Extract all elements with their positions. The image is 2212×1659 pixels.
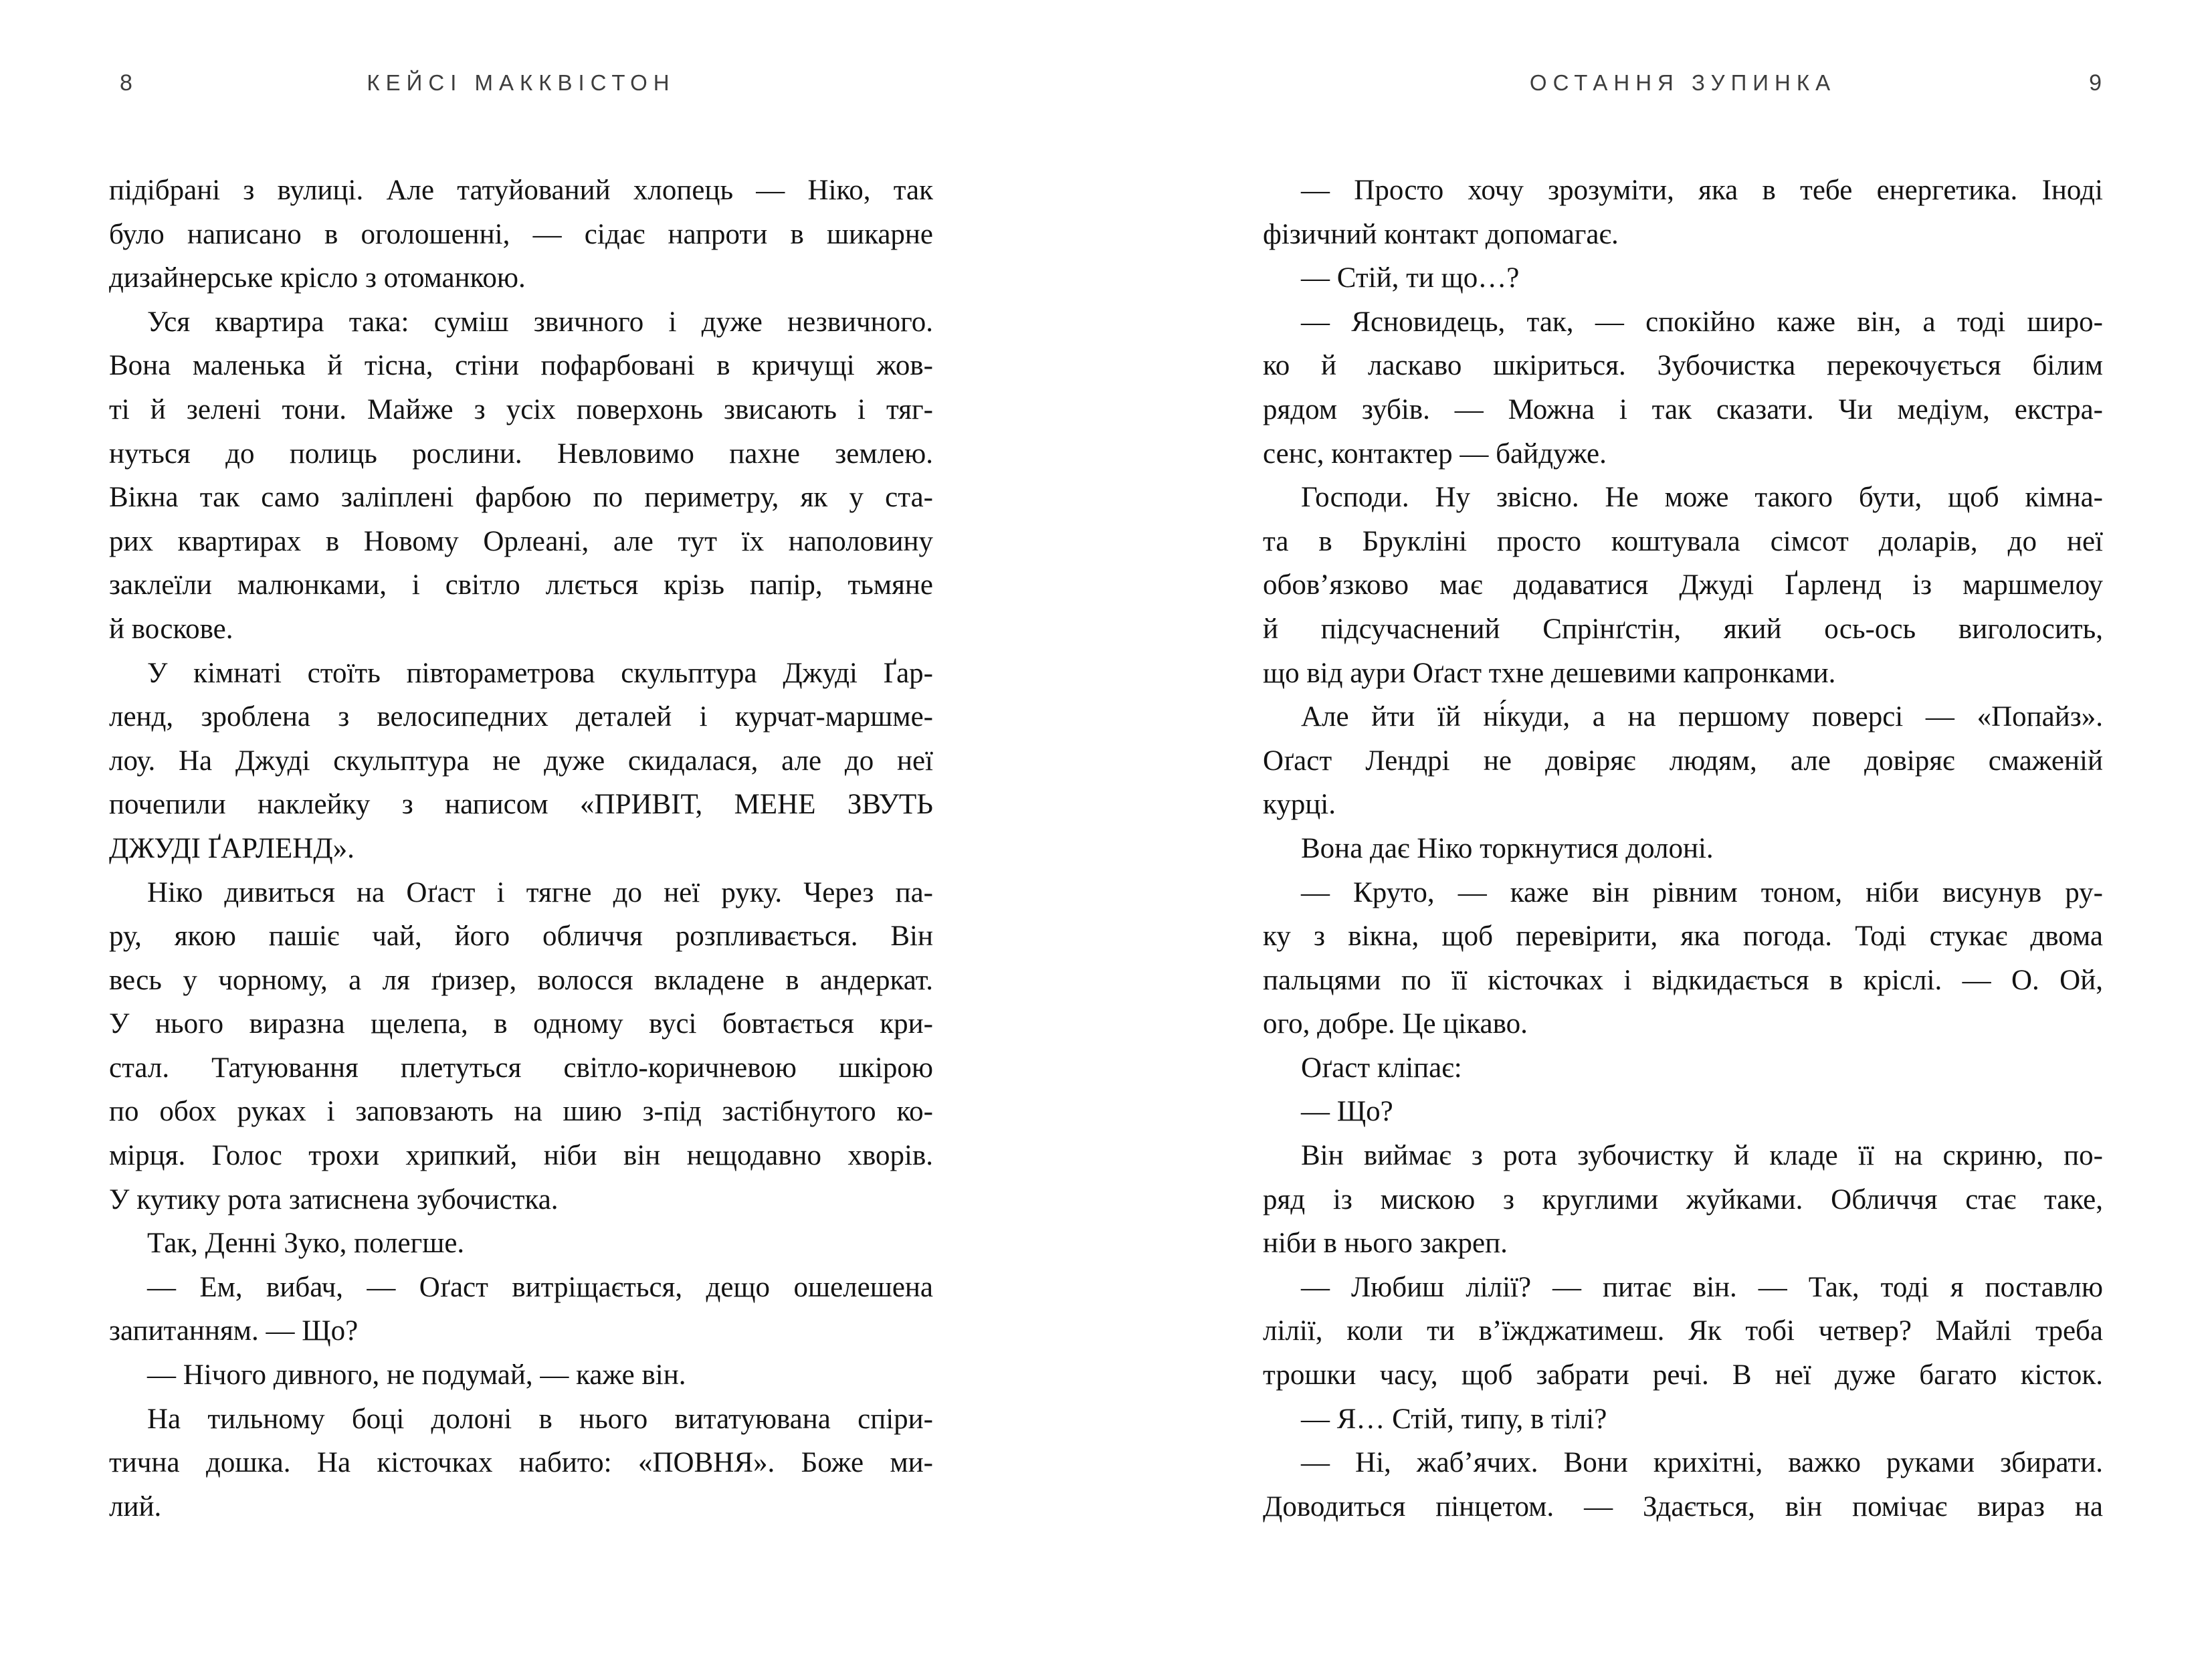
page-right	[1263, 0, 2103, 1659]
text-line: фізичний контакт допомагає.	[1263, 218, 1619, 250]
text-line: ру, якою пашіє чай, його обличчя розпливається. Він	[109, 920, 933, 953]
text-line: ко й ласкаво шкіриться. Зубочистка перекочується білим	[1263, 350, 2103, 382]
text-line: обов’язково має додаватися Джуді Ґарленд із маршмелоу	[1263, 569, 2103, 601]
text-line: пальцями по її кісточках і відкидається в кріслі. — О. Ой,	[1263, 964, 2103, 996]
text-line: — Круто, — каже він рівним тоном, ніби висунув ру-	[1301, 876, 2103, 908]
text-line: — Просто хочу зрозуміти, яка в тебе енергетика. Іноді	[1301, 175, 2103, 206]
text-line: та в Брукліні просто коштувала сімсот доларів, до неї	[1263, 525, 2103, 557]
running-header-book-title: ОСТАННЯ ЗУПИНКА	[1529, 70, 1837, 95]
text-line: Вікна так само заліплені фарбою по периметру, як у ста-	[109, 482, 933, 514]
text-line: тична дошка. На кісточках набито: «ПОВНЯ». Боже ми-	[109, 1447, 933, 1479]
text-line: — Я… Стій, типу, в тілі?	[1301, 1403, 1607, 1435]
text-line: ряд із мискою з круглими жуйками. Обличчя стає таке,	[1263, 1183, 2103, 1215]
text-line: й підсучаснений Спрінґстін, який ось-ось виголосить,	[1263, 613, 2103, 645]
text-line: Так, Денні Зуко, полегше.	[147, 1228, 465, 1260]
text-line: сенс, контактер — байдуже.	[1263, 437, 1607, 470]
text-line: Ніко дивиться на Оґаст і тягне до неї руку. Через па-	[147, 876, 933, 908]
text-line: лоу. На Джуді скульптура не дуже скидалася, але до неї	[109, 745, 933, 777]
text-line: ленд, зроблена з велосипедних деталей і курчат-маршме-	[109, 701, 933, 733]
text-line: На тильному боці долоні в нього витатуювана спіри-	[147, 1403, 933, 1435]
text-line: лий.	[109, 1490, 162, 1523]
text-line: Господи. Ну звісно. Не може такого бути, щоб кімна-	[1301, 482, 2103, 514]
page-body	[1263, 169, 2103, 1529]
text-line: лілії, коли ти в’їжджатимеш. Як тобі четвер? Майлі треба	[1263, 1315, 2103, 1347]
text-line: — Любиш лілії? — питає він. — Так, тоді я поставлю	[1301, 1271, 2103, 1303]
text-line: ку з вікна, щоб перевірити, яка погода. Тоді стукає двома	[1263, 920, 2103, 953]
text-line: й воскове.	[109, 613, 233, 645]
text-line: рядом зубів. — Можна і так сказати. Чи медіум, екстра-	[1263, 393, 2103, 425]
running-header-left	[109, 68, 933, 98]
text-line: нуться до полиць рослини. Невловимо пахне землею.	[109, 437, 933, 470]
text-line: ДЖУДІ ҐАРЛЕНД».	[109, 832, 355, 864]
text-line: ті й зелені тони. Майже з усіх поверхонь звисають і тяг-	[109, 393, 933, 425]
text-line: Доводиться пінцетом. — Здається, він помічає вираз на	[1263, 1490, 2103, 1523]
text-line: стал. Татуювання плетуться світло-коричневою шкірою	[109, 1052, 933, 1084]
text-line: — Ні, жаб’ячих. Вони крихітні, важко руками збирати.	[1301, 1447, 2103, 1479]
text-line: У нього виразна щелепа, в одному вусі бовтається кри-	[109, 1008, 933, 1040]
text-line: — Ем, вибач, — Оґаст витріщається, дещо ошелешена	[147, 1271, 933, 1303]
running-header-right	[1263, 68, 2103, 98]
text-line: — Що?	[1301, 1096, 1393, 1128]
text-line: — Нічого дивного, не подумай, — каже він.	[147, 1359, 686, 1391]
text-line: Уся квартира така: суміш звичного і дуже незвичного.	[147, 306, 933, 338]
text-line: У кутику рота затиснена зубочистка.	[109, 1183, 559, 1215]
text-line: рих квартирах в Новому Орлеані, але тут їх наполовину	[109, 525, 933, 557]
text-line: — Стій, ти що…?	[1301, 262, 1520, 294]
text-line: запитанням. — Що?	[109, 1315, 359, 1347]
text-line: У кімнаті стоїть півтораметрова скульптура Джуді Ґар-	[147, 657, 933, 689]
page-number: 8	[120, 70, 132, 96]
text-line: Оґаст кліпає:	[1301, 1052, 1462, 1084]
text-line: — Ясновидець, так, — спокійно каже він, а тоді широ-	[1301, 306, 2103, 338]
text-line: весь у чорному, а ля ґризер, волосся вкладене в андеркат.	[109, 964, 933, 996]
text-line: було написано в оголошенні, — сідає напроти в шикарне	[109, 218, 933, 250]
page-number: 9	[2089, 70, 2102, 96]
text-line: підібрані з вулиці. Але татуйований хлопець — Ніко, так	[109, 175, 933, 206]
text-line: ого, добре. Це цікаво.	[1263, 1008, 1528, 1040]
text-line: трошки часу, щоб забрати речі. В неї дуже багато кісток.	[1263, 1359, 2103, 1391]
text-line: почепили наклейку з написом «ПРИВІТ, МЕНЕ ЗВУТЬ	[109, 789, 933, 821]
text-line: мірця. Голос трохи хрипкий, ніби він нещодавно хворів.	[109, 1140, 933, 1172]
text-line: що від аури Оґаст тхне дешевими капронками.	[1263, 657, 1836, 689]
text-line: по обох руках і заповзають на шию з-під застібнутого ко-	[109, 1096, 933, 1128]
text-line: ніби в нього закреп.	[1263, 1228, 1508, 1260]
text-line: дизайнерське крісло з отоманкою.	[109, 262, 526, 294]
text-line: заклеїли малюнками, і світло ллється крізь папір, тьмяне	[109, 569, 933, 601]
page-body	[109, 169, 933, 1529]
text-line: курці.	[1263, 789, 1336, 821]
text-line: Вона дає Ніко торкнутися долоні.	[1301, 832, 1714, 864]
page-left	[109, 0, 933, 1659]
text-line: Але йти їй ні́куди, а на першому поверсі — «Попайз».	[1301, 701, 2103, 733]
text-line: Вона маленька й тісна, стіни пофарбовані в кричущі жов-	[109, 350, 933, 382]
text-line: Оґаст Лендрі не довіряє людям, але довіряє смаженій	[1263, 745, 2103, 777]
running-header-author: КЕЙСІ МАККВІСТОН	[367, 70, 676, 95]
text-line: Він виймає з рота зубочистку й кладе її на скриню, по-	[1301, 1140, 2103, 1172]
